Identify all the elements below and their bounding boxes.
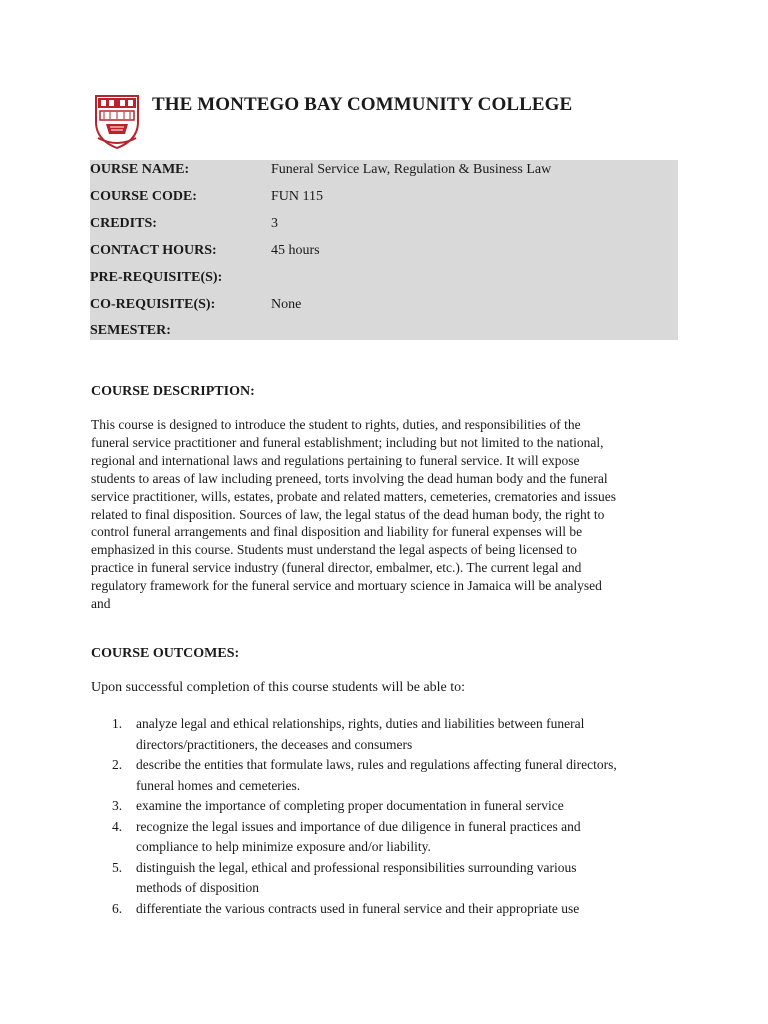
- description-line: control funeral arrangements and final disposition and liability for funeral expenses will be: [91, 524, 583, 540]
- course-code-row: [90, 187, 678, 213]
- description-line: This course is designed to introduce the student to rights, duties, and responsibilities of the: [91, 417, 581, 432]
- course-description-heading: COURSE DESCRIPTION:: [91, 384, 255, 399]
- course-name-row: [90, 160, 678, 186]
- college-title: THE MONTEGO BAY COMMUNITY COLLEGE: [152, 94, 573, 115]
- semester-row: [90, 321, 678, 347]
- list-item-line: examine the importance of completing proper documentation in funeral service: [136, 798, 564, 813]
- list-item-line: compliance to help minimize exposure and/or liability.: [136, 839, 431, 854]
- contact-hours-label: CONTACT HOURS:: [90, 243, 217, 258]
- list-item: [112, 858, 712, 899]
- description-line: regional and international laws and regulations pertaining to funeral service. It will expose: [91, 452, 580, 468]
- description-line: students to areas of law including preneed, torts involving the dead human body and the funeral: [91, 470, 608, 486]
- college-crest-icon: [92, 92, 142, 150]
- list-item-number: 6.: [112, 900, 123, 916]
- list-item-number: 2.: [112, 757, 123, 772]
- list-item-text: [136, 858, 712, 899]
- list-item-line: describe the entities that formulate laws, rules and regulations affecting funeral directors,: [136, 757, 617, 772]
- list-item-line: funeral homes and cemeteries.: [136, 777, 301, 793]
- corequisites-label: CO-REQUISITE(S):: [90, 297, 216, 312]
- list-item-text: [136, 899, 712, 920]
- document-header: [92, 90, 692, 150]
- semester-label: SEMESTER:: [90, 323, 171, 338]
- description-line: service practitioner, wills, estates, probate and related matters, cemeteries, crematories and issues: [91, 488, 616, 504]
- contact-hours-value: 45 hours: [271, 243, 320, 258]
- list-item-number: 4.: [112, 818, 123, 834]
- outcomes-intro: Upon successful completion of this course students will be able to:: [91, 680, 466, 695]
- course-description-text: [91, 416, 691, 613]
- description-line: funeral service practitioner and funeral establishment; including but not limited to the national,: [91, 434, 604, 450]
- contact-hours-row: [90, 241, 678, 267]
- course-name-label: OURSE NAME:: [90, 162, 190, 177]
- list-item-number: 5.: [112, 859, 123, 875]
- list-item: [112, 755, 712, 796]
- course-code-label: COURSE CODE:: [90, 189, 197, 204]
- list-item-text: [136, 817, 712, 858]
- list-item-text: [136, 796, 712, 817]
- list-item-number: 3.: [112, 798, 123, 813]
- list-item: [112, 899, 712, 920]
- description-line: emphasized in this course. Students must understand the legal aspects of being licensed to: [91, 542, 577, 558]
- course-code-value: FUN 115: [271, 189, 323, 204]
- description-line: related to final disposition. Sources of law, the legal status of the dead human body, the right to: [91, 506, 605, 522]
- list-item-line: analyze legal and ethical relationships, rights, duties and liabilities between funeral: [136, 716, 585, 731]
- list-item: [112, 817, 712, 858]
- description-line: and: [91, 596, 111, 612]
- course-name-value: Funeral Service Law, Regulation & Business Law: [271, 162, 552, 177]
- list-item-line: differentiate the various contracts used in funeral service and their appropriate use: [136, 900, 580, 916]
- corequisites-value: None: [271, 297, 302, 312]
- corequisites-row: [90, 295, 678, 321]
- credits-row: [90, 214, 678, 240]
- description-line: practice in funeral service industry (funeral director, embalmer, etc.). The current legal and: [91, 560, 582, 576]
- list-item-line: directors/practitioners, the deceases and consumers: [136, 736, 413, 752]
- list-item-line: methods of disposition: [136, 880, 260, 895]
- credits-value: 3: [271, 216, 278, 231]
- list-item-line: distinguish the legal, ethical and professional responsibilities surrounding various: [136, 859, 577, 875]
- list-item: [112, 796, 712, 817]
- list-item-text: [136, 714, 712, 755]
- list-item-text: [136, 755, 712, 796]
- credits-label: CREDITS:: [90, 216, 157, 231]
- description-line: regulatory framework for the funeral service and mortuary science in Jamaica will be analysed: [91, 578, 602, 594]
- outcomes-list: [112, 714, 712, 919]
- course-info-table: [90, 160, 678, 340]
- list-item-number: 1.: [112, 716, 123, 731]
- course-outcomes-heading: COURSE OUTCOMES:: [91, 646, 240, 661]
- prerequisites-label: PRE-REQUISITE(S):: [90, 270, 223, 285]
- list-item-line: recognize the legal issues and importance of due diligence in funeral practices and: [136, 818, 581, 834]
- prerequisites-row: [90, 268, 678, 294]
- list-item: [112, 714, 712, 755]
